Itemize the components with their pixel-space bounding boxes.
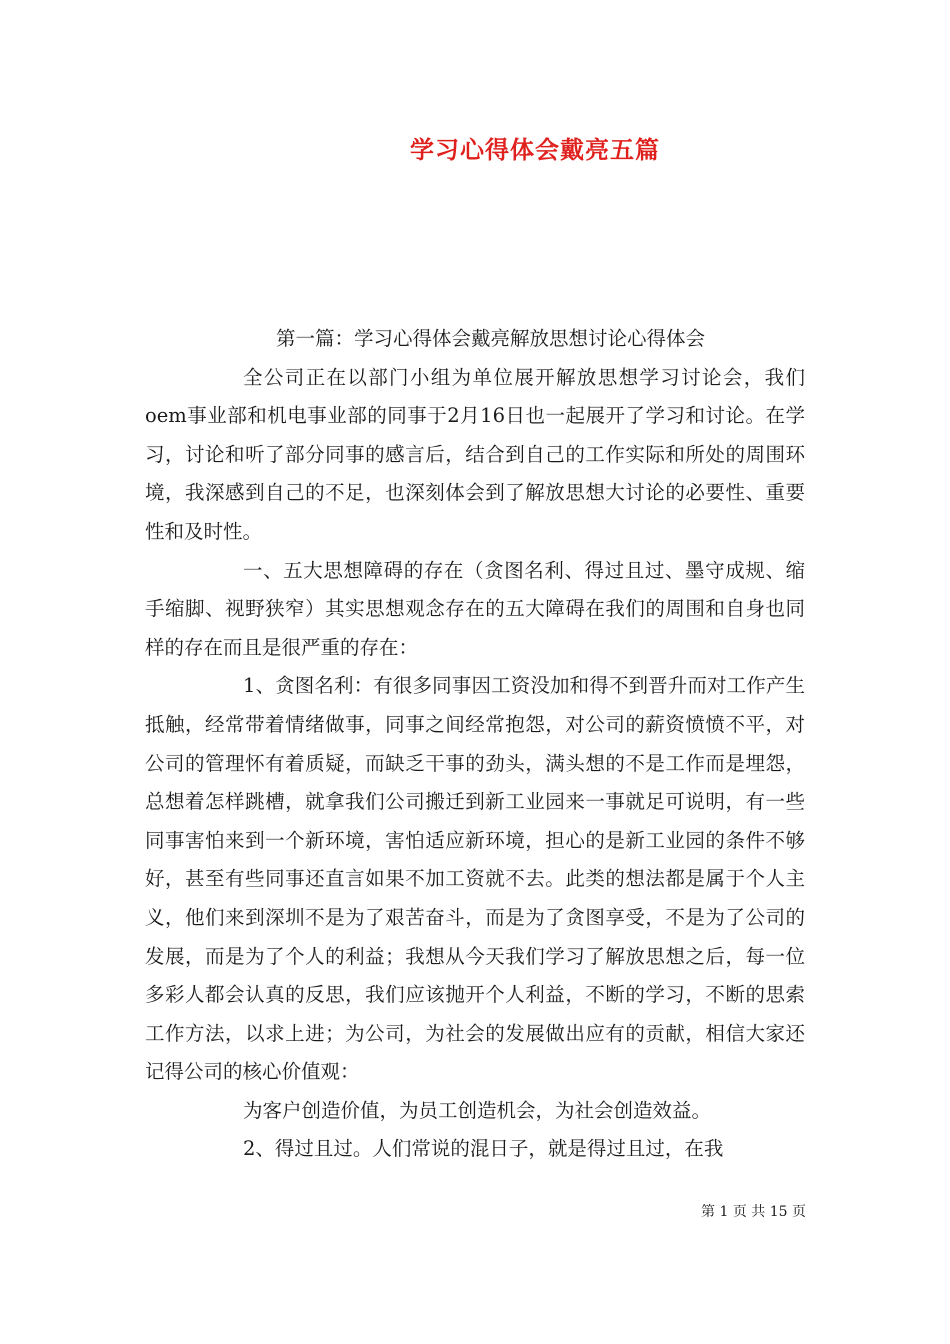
paragraph-intro: 全公司正在以部门小组为单位展开解放思想学习讨论会，我们oem事业部和机电事业部的同事于2月16日也一起展开了学习和讨论。在学习，讨论和听了部分同事的感言后，结合到自己的工作实际和所处的周围环境，我深感到自己的不足，也深刻体会到了解放思想大讨论的必要性、重要性和及时性。 (145, 365, 805, 543)
document-title: 学习心得体会戴亮五篇 (410, 135, 660, 164)
paragraph-core-values: 为客户创造价值，为员工创造机会，为社会创造效益。 (243, 1098, 712, 1122)
paragraph-obstacles: 一、五大思想障碍的存在（贪图名利、得过且过、墨守成规、缩手缩脚、视野狭窄）其实思想观念存在的五大障碍在我们的周围和自身也同样的存在而且是很严重的存在： (145, 558, 805, 659)
section-heading: 第一篇：学习心得体会戴亮解放思想讨论心得体会 (276, 327, 706, 350)
paragraph-point-2: 2、得过且过。人们常说的混日子，就是得过且过，在我 (243, 1137, 724, 1161)
document-body (145, 320, 805, 1169)
page-number-footer: 第 1 页 共 15 页 (701, 1204, 806, 1220)
paragraph-point-1: 1、贪图名利：有很多同事因工资没加和得不到晋升而对工作产生抵触，经常带着情绪做事，同事之间经常抱怨，对公司的薪资愤愤不平，对公司的管理怀有着质疑，而缺乏干事的劲头，满头想的不是工作而是埋怨，总想着怎样跳槽，就拿我们公司搬迁到新工业园来一事就足可说明，有一些同事害怕来到一个新环境，害怕适应新环境，担心的是新工业园的条件不够好，甚至有些同事还直言如果不加工资就不去。此类的想法都是属于个人主义，他们来到深圳不是为了艰苦奋斗，而是为了贪图享受，不是为了公司的发展，而是为了个人的利益；我想从今天我们学习了解放思想之后，每一位多彩人都会认真的反思，我们应该抛开个人利益，不断的学习，不断的思索工作方法，以求上进；为公司，为社会的发展做出应有的贡献，相信大家还记得公司的核心价值观： (145, 674, 805, 1084)
